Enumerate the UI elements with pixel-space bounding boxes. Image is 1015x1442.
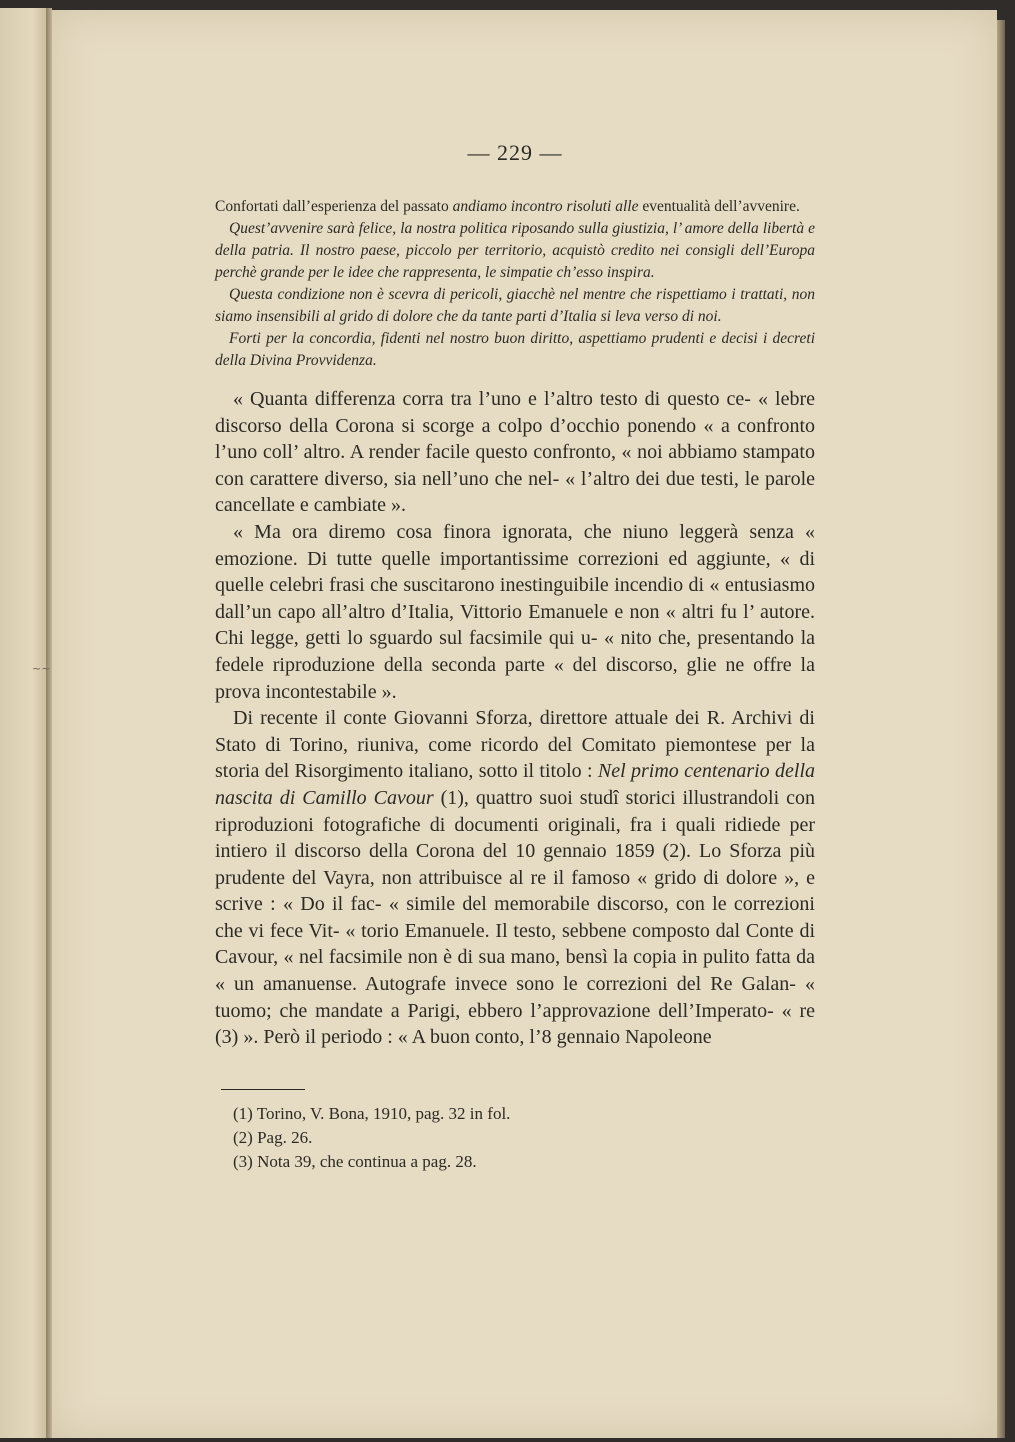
footnote: (3) Nota 39, che continua a pag. 28. [233, 1151, 477, 1171]
quote-text: eventualità dell’avvenire. [638, 198, 800, 215]
left-page-edge [0, 8, 46, 1438]
quote-paragraph-2: Quest’avvenire sarà felice, la nostra politica riposando sulla giustizia, l’ amore della libertà e della patria. Il nostro paese, piccolo per territorio, acquistò credito nei consigli dell’Europa perchè grande per le idee che rappresenta, le simpatie ch’esso inspira. [215, 220, 815, 281]
body-paragraph-1: « Quanta differenza corra tra l’uno e l’altro testo di questo ce- « lebre discorso della Corona si scorge a colpo d’occhio ponendo « a confronto l’uno coll’ altro. A render facile questo confronto, « noi abbiamo stampato con carattere diverso, sia nell’uno che nel- « l’altro dei due testi, le parole cancellate e cambiate ». [215, 388, 815, 517]
body-text [215, 386, 815, 1051]
body-paragraph-2: « Ma ora diremo cosa finora ignorata, che niuno leggerà senza « emozione. Di tutte quelle importantissime correzioni ed aggiunte, « di quelle celebri frasi che suscitarono inestinguibile incendio di « entusiasmo dall’un capo all’altro d’Italia, Vittorio Emanuele e non « altri fu l’ autore. Chi legge, getti lo sguardo sul facsimile qui u- « nito che, presentando la fedele riproduzione della seconda parte « del discorso, glie ne offre la prova incontestabile ». [215, 520, 815, 703]
quote-paragraph-4: Forti per la concordia, fidenti nel nostro buon diritto, aspettiamo prudenti e decisi i decreti della Divina Provvidenza. [215, 330, 815, 369]
margin-mark: ~~ [32, 662, 51, 675]
quote-paragraph-3: Questa condizione non è scevra di pericoli, giacchè nel mentre che rispettiamo i trattati, non siamo insensibili al grido di dolore che da tante parti d’Italia si leva verso di noi. [215, 286, 815, 325]
quote-text: Confortati dall’esperienza del passato [215, 198, 453, 215]
body-text-span: (1), quattro suoi studî storici illustrandoli con riproduzioni fotografiche di documenti originali, fra i quali ridiede per intiero il discorso della Corona del 10 gennaio 1859 (2). Lo Sforza più prudente del Vayra, non attribuisce al re il famoso « grido di dolore », e scrive : « Do il fac- « simile del memorabile discorso, con le correzioni che vi fece Vit- « torio Emanuele. Il testo, sebbene composto dal Conte di Cavour, « nel facsimile non è di sua mano, bensì la copia in pulito fatta da « un amanuense. Autografe invece sono le correzioni del Re Galan- « tuomo; che mandate a Parigi, ebbero l’approvazione dell’Imperato- « re (3) ». Però il periodo : « A buon conto, l’8 gennaio Napoleone [215, 786, 815, 1049]
footnotes [215, 1102, 815, 1174]
page-content [215, 140, 815, 1174]
body-paragraph-3 [215, 705, 815, 1051]
book-title: Nel primo centenario della nascita di Camillo Cavour [215, 760, 816, 809]
footnote: (2) Pag. 26. [233, 1127, 313, 1147]
quote-paragraph-1 [215, 196, 815, 218]
footnote-rule [221, 1089, 305, 1090]
body-text-span: Di recente il conte Giovanni Sforza, direttore attuale dei R. Archivi di Stato di Torino, riuniva, come ricordo del Comitato piemontese per la storia del Risorgimento italiano, sotto il titolo : [215, 707, 815, 783]
page-edge [997, 20, 1005, 1438]
quoted-speech-block [215, 196, 815, 372]
page-number: — 229 — [467, 140, 563, 165]
quote-italic-text: andiamo incontro risoluti alle [452, 198, 639, 215]
footnote: (1) Torino, V. Bona, 1910, pag. 32 in fol. [233, 1103, 511, 1123]
